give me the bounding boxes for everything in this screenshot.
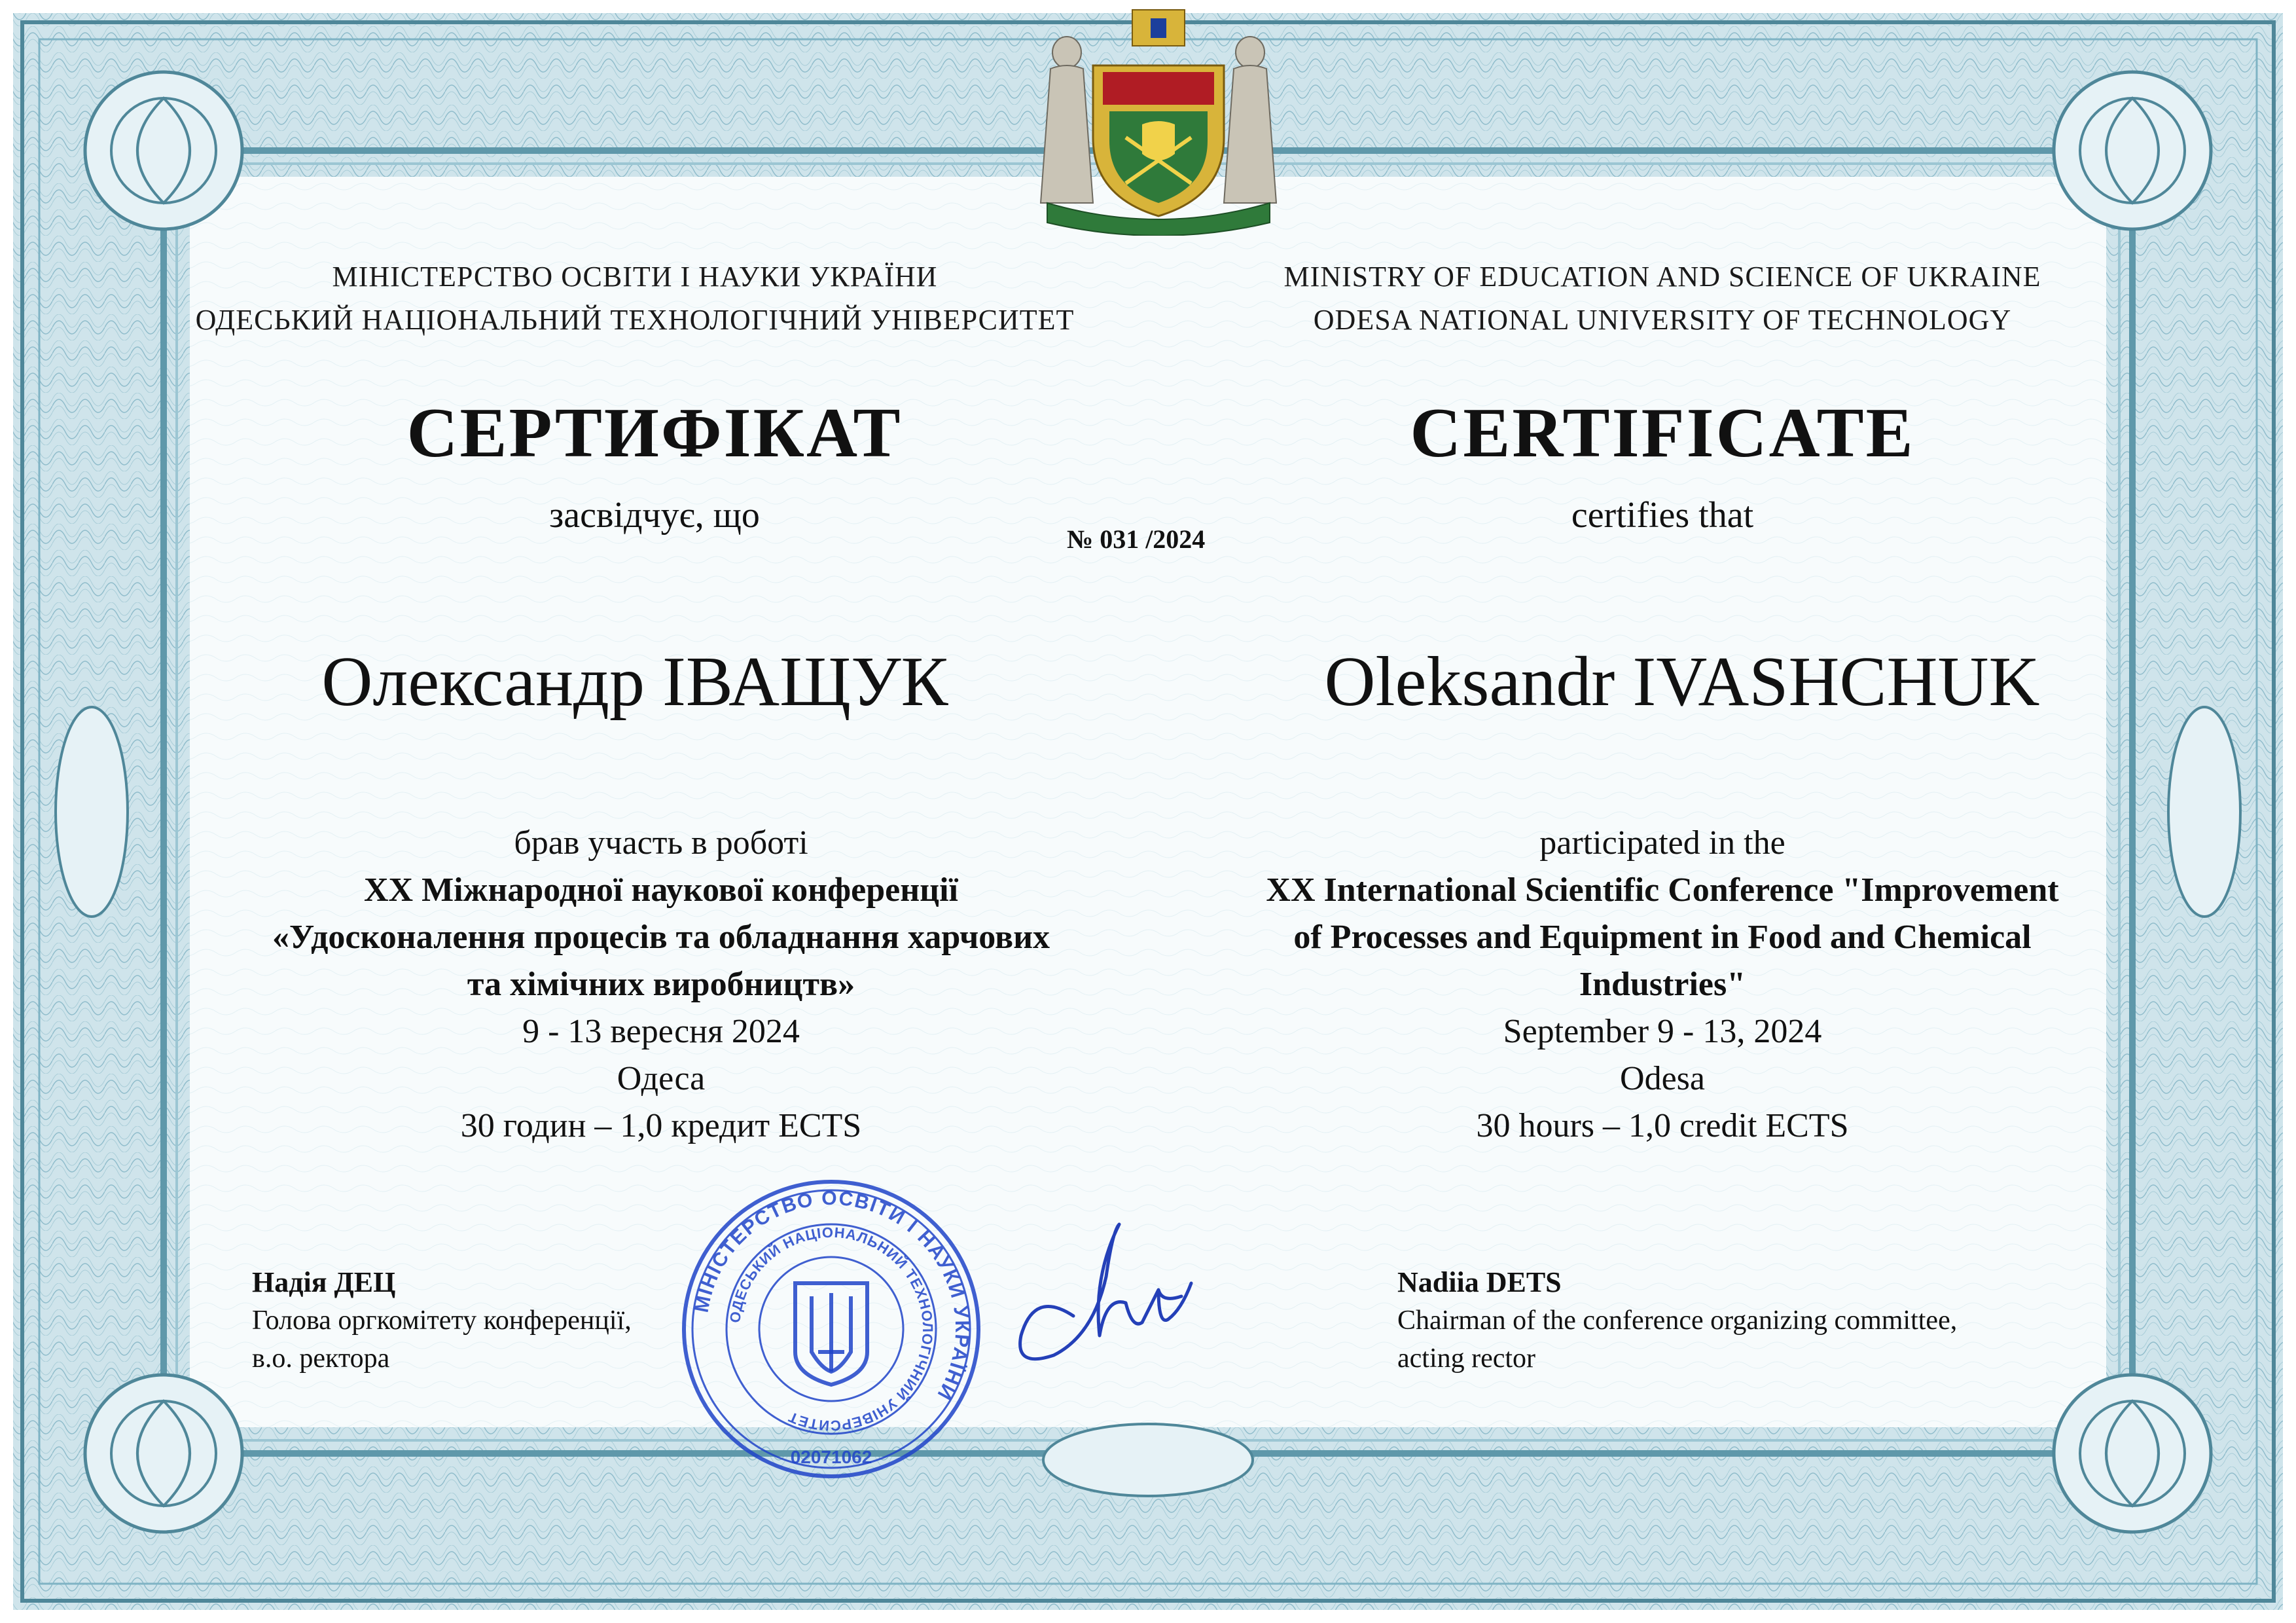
certifies-ua: засвідчує, що [549, 495, 760, 536]
signatory-name-en: Nadiia DETS [1397, 1266, 1562, 1298]
conference-city-ua: Одеса [617, 1060, 706, 1097]
recipient-name-en: Oleksandr IVASHCHUK [1324, 643, 2040, 721]
university-emblem [1021, 7, 1296, 236]
conference-name-en-line1: XX International Scientific Conference "Improvement [1266, 871, 2059, 909]
signature [995, 1205, 1204, 1375]
ministry-name-ua: МІНІСТЕРСТВО ОСВІТИ І НАУКИ УКРАЇНИ [332, 261, 938, 293]
participation-intro-ua: брав участь в роботі [514, 824, 808, 862]
stamp-outer-text: МІНІСТЕРСТВО ОСВІТИ І НАУКИ УКРАЇНИ [691, 1187, 973, 1404]
trident-icon [795, 1283, 867, 1385]
certificate-title-ua: СЕРТИФІКАТ [406, 394, 903, 472]
conference-city-en: Odesa [1620, 1060, 1705, 1097]
conference-dates-en: September 9 - 13, 2024 [1503, 1013, 1822, 1050]
signatory-block-en [1397, 1264, 1957, 1377]
signatory-name-ua: Надія ДЕЦ [252, 1266, 396, 1298]
header-ua [131, 255, 1139, 342]
certificate-title-en: CERTIFICATE [1410, 394, 1915, 472]
signatory-role-en-line1: Chairman of the conference organizing committee, [1397, 1305, 1958, 1336]
university-name-ua: ОДЕСЬКИЙ НАЦІОНАЛЬНИЙ ТЕХНОЛОГІЧНИЙ УНІВЕРСИТЕТ [195, 304, 1075, 336]
stamp-inner-text: ОДЕСЬКИЙ НАЦІОНАЛЬНИЙ ТЕХНОЛОГІЧНИЙ УНІВЕРСИТЕТ [726, 1224, 937, 1434]
ministry-name-en: MINISTRY OF EDUCATION AND SCIENCE OF UKRAINE [1283, 261, 2041, 293]
university-name-en: ODESA NATIONAL UNIVERSITY OF TECHNOLOGY [1313, 304, 2012, 336]
participation-block-en [1172, 820, 2153, 1150]
header-en [1172, 255, 2153, 342]
conference-dates-ua: 9 - 13 вересня 2024 [522, 1013, 800, 1050]
conference-name-en-line2: of Processes and Equipment in Food and Chemical [1293, 919, 2032, 956]
official-stamp [677, 1175, 985, 1483]
signatory-block-ua [252, 1264, 632, 1377]
signatory-role-en-line2: acting rector [1397, 1343, 1536, 1374]
conference-hours-en: 30 hours – 1,0 credit ECTS [1476, 1107, 1849, 1144]
conference-name-ua-line1: ХХ Міжнародної наукової конференції [363, 871, 959, 909]
certificate-number: № 031 /2024 [1067, 524, 1206, 554]
stamp-code: 02071062 [790, 1447, 872, 1467]
participation-block-ua [151, 820, 1172, 1150]
participation-intro-en: participated in the [1539, 824, 1785, 862]
certifies-en: certifies that [1571, 495, 1754, 536]
recipient-name-ua: Олександр ІВАЩУК [321, 643, 948, 721]
conference-hours-ua: 30 годин – 1,0 кредит ECTS [460, 1107, 862, 1144]
conference-name-ua-line2: «Удосконалення процесів та обладнання харчових [272, 919, 1050, 956]
signatory-role-ua-line2: в.о. ректора [252, 1343, 390, 1374]
signatory-role-ua-line1: Голова оргкомітету конференції, [252, 1305, 632, 1336]
conference-name-en-line3: Industries" [1579, 966, 1746, 1003]
conference-name-ua-line3: та хімічних виробництв» [467, 966, 855, 1003]
